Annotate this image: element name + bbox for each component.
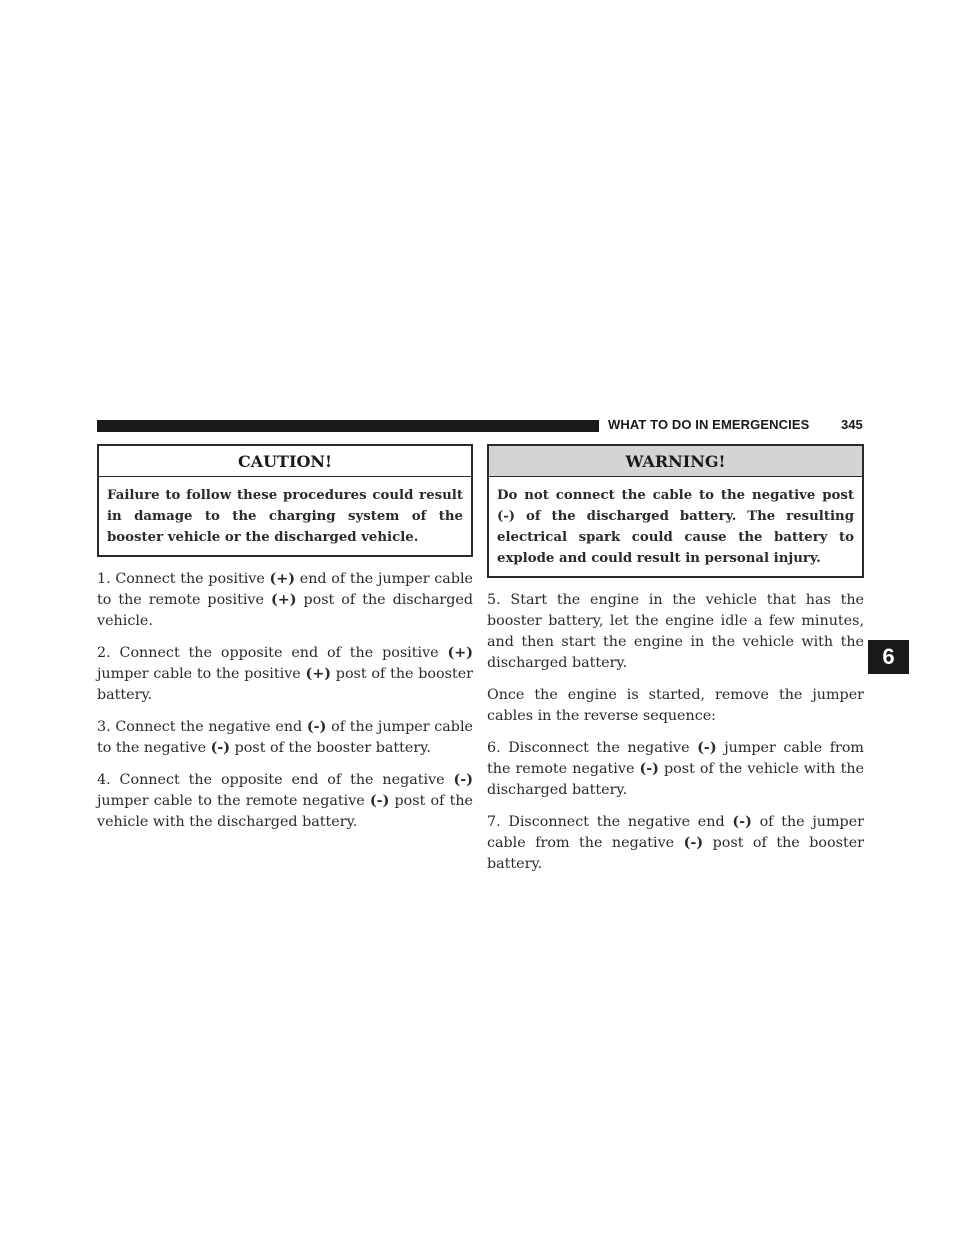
caution-text: Failure to follow these procedures could result in damage to the charging system of the booster vehicle or the discharged vehicle.	[107, 488, 463, 545]
step-2: 2. Connect the opposite end of the positive (+) jumper cable to the positive (+) post of the booster battery.	[97, 645, 474, 703]
chapter-tab: 6	[868, 640, 909, 674]
step-6: 6. Disconnect the negative (-) jumper cable from the remote negative (-) post of the vehicle with the discharged battery.	[487, 740, 864, 798]
step-5: 5. Start the engine in the vehicle that has the booster battery, let the engine idle a few minutes, and then start the engine in the vehicle with the discharged battery.	[487, 592, 864, 671]
step-1: 1. Connect the positive (+) end of the jumper cable to the remote positive (+) post of the discharged vehicle.	[97, 571, 474, 629]
section-title: WHAT TO DO IN EMERGENCIES	[608, 417, 810, 432]
warning-text: Do not connect the cable to the negative post (-) of the discharged battery. The resulting electrical spark could cause the battery to explode and could result in personal injury.	[497, 488, 854, 566]
caution-title: CAUTION!	[99, 446, 471, 477]
step-3: 3. Connect the negative end (-) of the jumper cable to the negative (-) post of the booster battery.	[97, 719, 473, 756]
left-column	[97, 444, 473, 844]
warning-box	[487, 444, 864, 578]
reverse-sequence-note: Once the engine is started, remove the jumper cables in the reverse sequence:	[487, 687, 864, 724]
header-rule	[97, 420, 599, 432]
step-7: 7. Disconnect the negative end (-) of the jumper cable from the negative (-) post of the booster battery.	[487, 814, 865, 872]
caution-box	[97, 444, 473, 557]
page-number: 345	[841, 417, 863, 432]
warning-title: WARNING!	[489, 446, 862, 477]
step-4: 4. Connect the opposite end of the negative (-) jumper cable to the remote negative (-) post of the vehicle with the discharged battery.	[97, 772, 473, 830]
right-column	[487, 444, 864, 886]
